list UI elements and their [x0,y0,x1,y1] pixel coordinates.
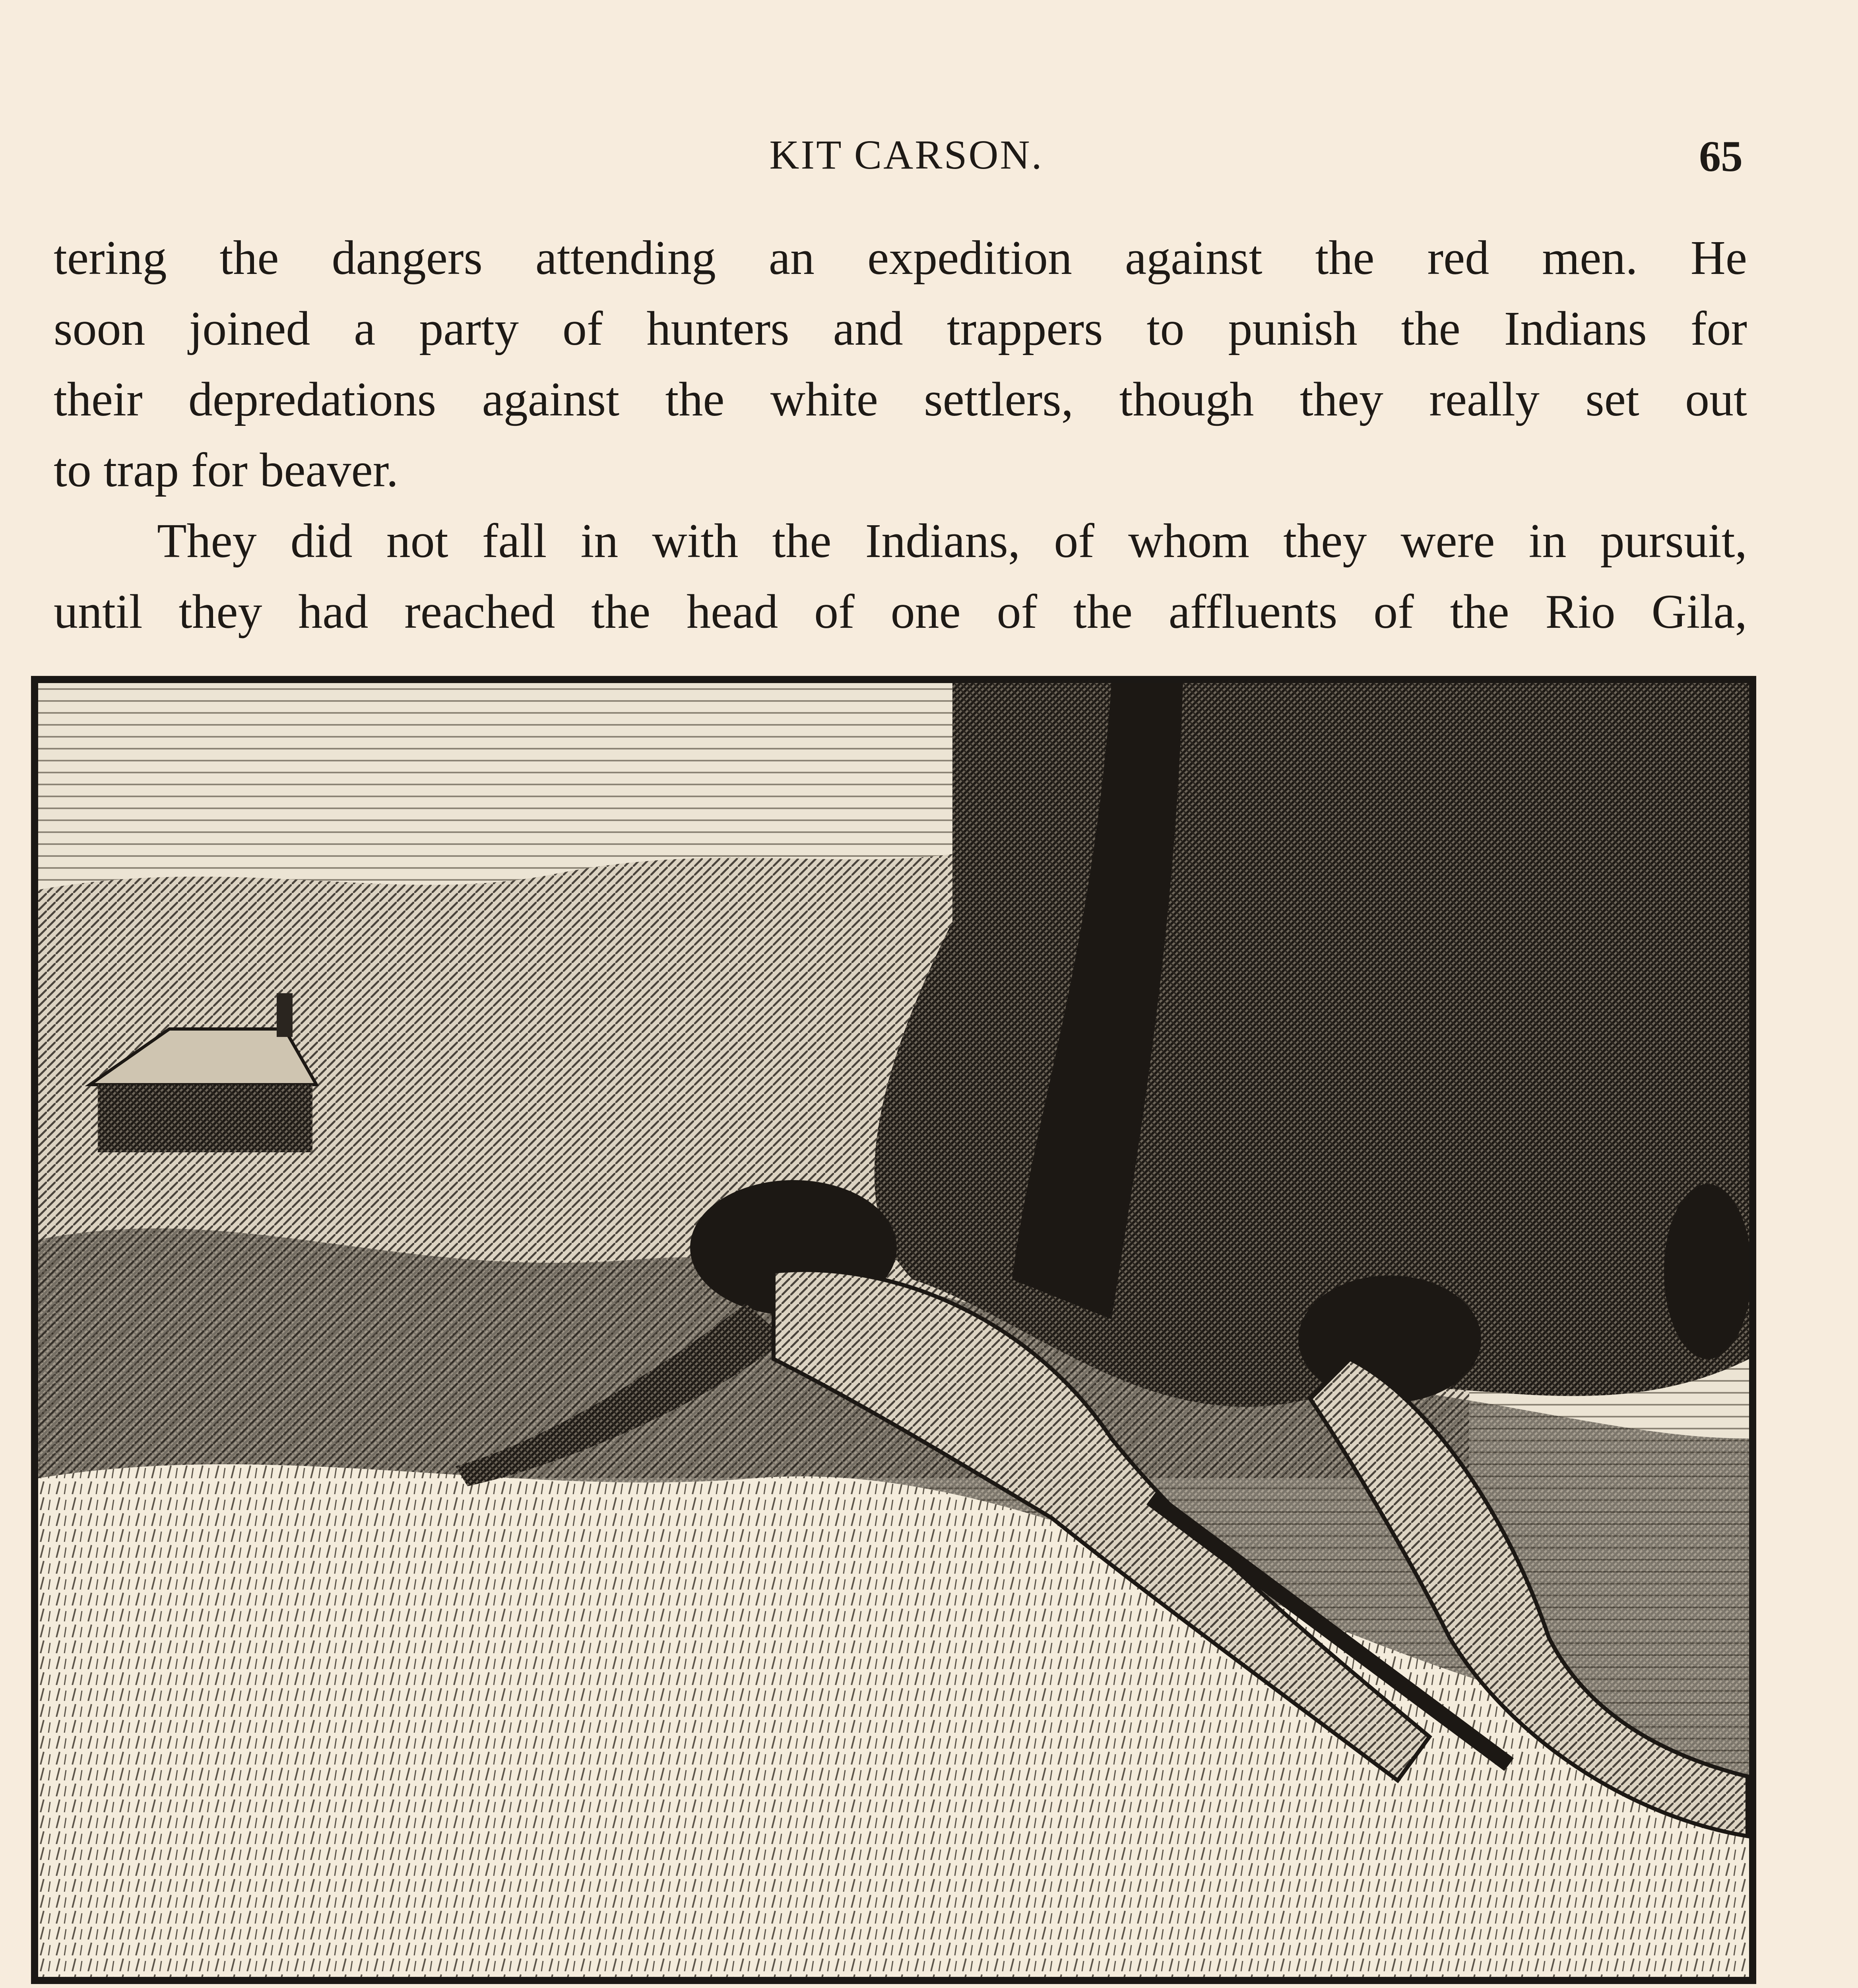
text-line: They did not fall in with the Indians, of whom they were in pursuit, [157,514,1747,568]
text-line: tering the dangers attending an expedition against the red men. He [54,231,1747,285]
page-number: 65 [1699,132,1743,181]
running-head [0,131,1858,187]
body-text-top [54,223,1747,647]
text-line: soon joined a party of hunters and trappers to punish the Indians for [54,302,1747,355]
text-line: their depredations against the white settlers, though they really set out [54,373,1747,426]
engraving-illustration [31,676,1756,1984]
running-title: KIT CARSON. [769,132,1043,178]
text-line: to trap for beaver. [54,443,399,497]
engraving-scene [38,683,1749,1977]
text-line: until they had reached the head of one of the affluents of the Rio Gila, [54,585,1747,639]
